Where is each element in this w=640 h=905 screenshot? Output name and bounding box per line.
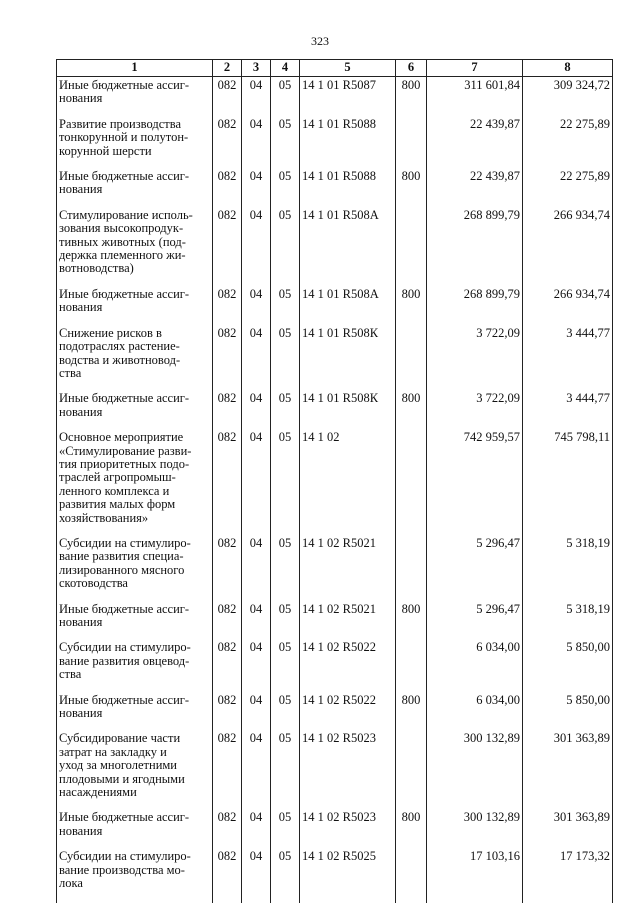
row-target-article: 14 1 02 R5021 (300, 537, 396, 603)
row-expense-type (396, 118, 427, 170)
row-section: 04 (242, 327, 271, 393)
row-expense-type (396, 537, 427, 603)
row-subsection: 05 (271, 732, 300, 811)
table-row (57, 811, 613, 850)
col-header-6: 6 (396, 60, 427, 77)
row-amount-1: 17 103,16 (427, 850, 523, 902)
row-expense-type: 800 (396, 694, 427, 733)
col-header-4: 4 (271, 60, 300, 77)
row-amount-2: 17 173,32 (523, 850, 613, 902)
row-amount-2: 5 850,00 (523, 641, 613, 693)
row-target-article: 14 1 01 R508К (300, 392, 396, 431)
table-row (57, 77, 613, 118)
row-section: 04 (242, 732, 271, 811)
row-expense-type: 800 (396, 288, 427, 327)
row-subsection: 05 (271, 170, 300, 209)
row-amount-1: 742 959,57 (427, 431, 523, 537)
col-header-1: 1 (57, 60, 213, 77)
table-row (57, 537, 613, 603)
header-row (57, 60, 613, 77)
row-amount-1: 6 034,00 (427, 694, 523, 733)
row-name: Иные бюджетные ассиг- нования (57, 170, 213, 209)
row-target-article: 14 1 02 R5023 (300, 811, 396, 850)
row-amount-1: 268 899,79 (427, 209, 523, 288)
row-target-article: 14 1 01 R5087 (300, 77, 396, 118)
row-name: Снижение рисков в подотраслях растение- водства и животновод- ства (57, 327, 213, 393)
row-target-article: 14 1 01 R508А (300, 209, 396, 288)
row-expense-type: 800 (396, 77, 427, 118)
row-subsection: 05 (271, 641, 300, 693)
row-amount-2: 5 850,00 (523, 694, 613, 733)
row-subsection: 05 (271, 694, 300, 733)
row-target-article: 14 1 01 R508А (300, 288, 396, 327)
table-row (57, 327, 613, 393)
row-name: Субсидии на стимулиро- вание развития овцевод- ства (57, 641, 213, 693)
col-header-8: 8 (523, 60, 613, 77)
row-subsection: 05 (271, 118, 300, 170)
table-row (57, 603, 613, 642)
row-section: 04 (242, 209, 271, 288)
row-grbs: 082 (213, 288, 242, 327)
row-section: 04 (242, 288, 271, 327)
row-section: 04 (242, 694, 271, 733)
row-subsection: 05 (271, 392, 300, 431)
row-target-article: 14 1 01 R5088 (300, 170, 396, 209)
row-amount-2: 5 318,19 (523, 603, 613, 642)
row-grbs: 082 (213, 77, 242, 118)
row-section: 04 (242, 811, 271, 850)
row-name: Иные бюджетные ассиг- нования (57, 77, 213, 118)
table-row (57, 694, 613, 733)
row-name: Иные бюджетные ассиг- нования (57, 392, 213, 431)
row-amount-2: 301 363,89 (523, 732, 613, 811)
row-expense-type (396, 209, 427, 288)
row-amount-2: 745 798,11 (523, 431, 613, 537)
row-grbs: 082 (213, 732, 242, 811)
row-expense-type (396, 431, 427, 537)
col-header-2: 2 (213, 60, 242, 77)
row-amount-1: 22 439,87 (427, 118, 523, 170)
row-name: Субсидии на стимулиро- вание производства мо- лока (57, 850, 213, 902)
row-amount-1: 5 296,47 (427, 603, 523, 642)
row-amount-1: 300 132,89 (427, 811, 523, 850)
row-subsection: 05 (271, 431, 300, 537)
row-grbs: 082 (213, 694, 242, 733)
row-grbs: 082 (213, 811, 242, 850)
row-section: 04 (242, 431, 271, 537)
row-expense-type: 800 (396, 603, 427, 642)
row-grbs: 082 (213, 850, 242, 902)
row-section: 04 (242, 641, 271, 693)
table-row (57, 850, 613, 902)
table-row (57, 118, 613, 170)
col-header-7: 7 (427, 60, 523, 77)
row-amount-1: 5 296,47 (427, 537, 523, 603)
col-header-5: 5 (300, 60, 396, 77)
col-header-3: 3 (242, 60, 271, 77)
row-expense-type (396, 732, 427, 811)
row-expense-type (396, 327, 427, 393)
row-amount-2: 266 934,74 (523, 209, 613, 288)
row-expense-type (396, 850, 427, 902)
row-subsection: 05 (271, 327, 300, 393)
row-section: 04 (242, 850, 271, 902)
row-name: Иные бюджетные ассиг- нования (57, 811, 213, 850)
row-subsection: 05 (271, 209, 300, 288)
row-amount-1: 22 439,87 (427, 170, 523, 209)
row-name: Субсидирование части затрат на закладку и уход за многолетними плодовыми и ягодными насаждениями (57, 732, 213, 811)
row-amount-2: 22 275,89 (523, 118, 613, 170)
row-target-article: 14 1 02 R5025 (300, 850, 396, 902)
row-name: Стимулирование исполь- зования высокопродук- тивных животных (под- держка племенного жи- вотноводства) (57, 209, 213, 288)
table-row (57, 431, 613, 537)
row-name: Основное мероприятие «Стимулирование разви- тия приоритетных подо- траслей агропромыш- ленного комплекса и развития малых форм хозяйствования» (57, 431, 213, 537)
row-expense-type: 800 (396, 170, 427, 209)
row-subsection: 05 (271, 603, 300, 642)
row-grbs: 082 (213, 392, 242, 431)
row-target-article: 14 1 01 R508К (300, 327, 396, 393)
row-amount-1: 3 722,09 (427, 392, 523, 431)
table-row (57, 732, 613, 811)
budget-table (56, 59, 613, 903)
row-name: Субсидии на стимулиро- вание развития специа- лизированного мясного скотоводства (57, 537, 213, 603)
row-amount-2: 266 934,74 (523, 288, 613, 327)
row-grbs: 082 (213, 431, 242, 537)
row-section: 04 (242, 77, 271, 118)
row-amount-1: 268 899,79 (427, 288, 523, 327)
table-row (57, 641, 613, 693)
row-amount-2: 3 444,77 (523, 327, 613, 393)
row-amount-1: 3 722,09 (427, 327, 523, 393)
row-grbs: 082 (213, 170, 242, 209)
row-target-article: 14 1 02 R5023 (300, 732, 396, 811)
row-section: 04 (242, 170, 271, 209)
row-subsection: 05 (271, 537, 300, 603)
row-amount-2: 22 275,89 (523, 170, 613, 209)
row-amount-1: 6 034,00 (427, 641, 523, 693)
row-target-article: 14 1 01 R5088 (300, 118, 396, 170)
row-target-article: 14 1 02 R5021 (300, 603, 396, 642)
row-name: Иные бюджетные ассиг- нования (57, 694, 213, 733)
table-row (57, 288, 613, 327)
row-subsection: 05 (271, 850, 300, 902)
row-grbs: 082 (213, 641, 242, 693)
row-target-article: 14 1 02 R5022 (300, 641, 396, 693)
row-grbs: 082 (213, 603, 242, 642)
row-name: Развитие производства тонкорунной и полутон- корунной шерсти (57, 118, 213, 170)
row-expense-type (396, 641, 427, 693)
row-target-article: 14 1 02 R5022 (300, 694, 396, 733)
row-grbs: 082 (213, 209, 242, 288)
row-subsection: 05 (271, 811, 300, 850)
row-grbs: 082 (213, 537, 242, 603)
row-section: 04 (242, 603, 271, 642)
row-subsection: 05 (271, 77, 300, 118)
row-expense-type: 800 (396, 811, 427, 850)
row-name: Иные бюджетные ассиг- нования (57, 603, 213, 642)
row-name: Иные бюджетные ассиг- нования (57, 288, 213, 327)
row-expense-type: 800 (396, 392, 427, 431)
row-amount-2: 309 324,72 (523, 77, 613, 118)
table-row (57, 170, 613, 209)
row-amount-1: 300 132,89 (427, 732, 523, 811)
row-target-article: 14 1 02 (300, 431, 396, 537)
table-row (57, 209, 613, 288)
row-section: 04 (242, 392, 271, 431)
row-amount-1: 311 601,84 (427, 77, 523, 118)
row-section: 04 (242, 118, 271, 170)
row-amount-2: 5 318,19 (523, 537, 613, 603)
row-subsection: 05 (271, 288, 300, 327)
page-number: 323 (311, 34, 329, 48)
row-grbs: 082 (213, 327, 242, 393)
row-section: 04 (242, 537, 271, 603)
table-row (57, 392, 613, 431)
row-grbs: 082 (213, 118, 242, 170)
row-amount-2: 301 363,89 (523, 811, 613, 850)
row-amount-2: 3 444,77 (523, 392, 613, 431)
